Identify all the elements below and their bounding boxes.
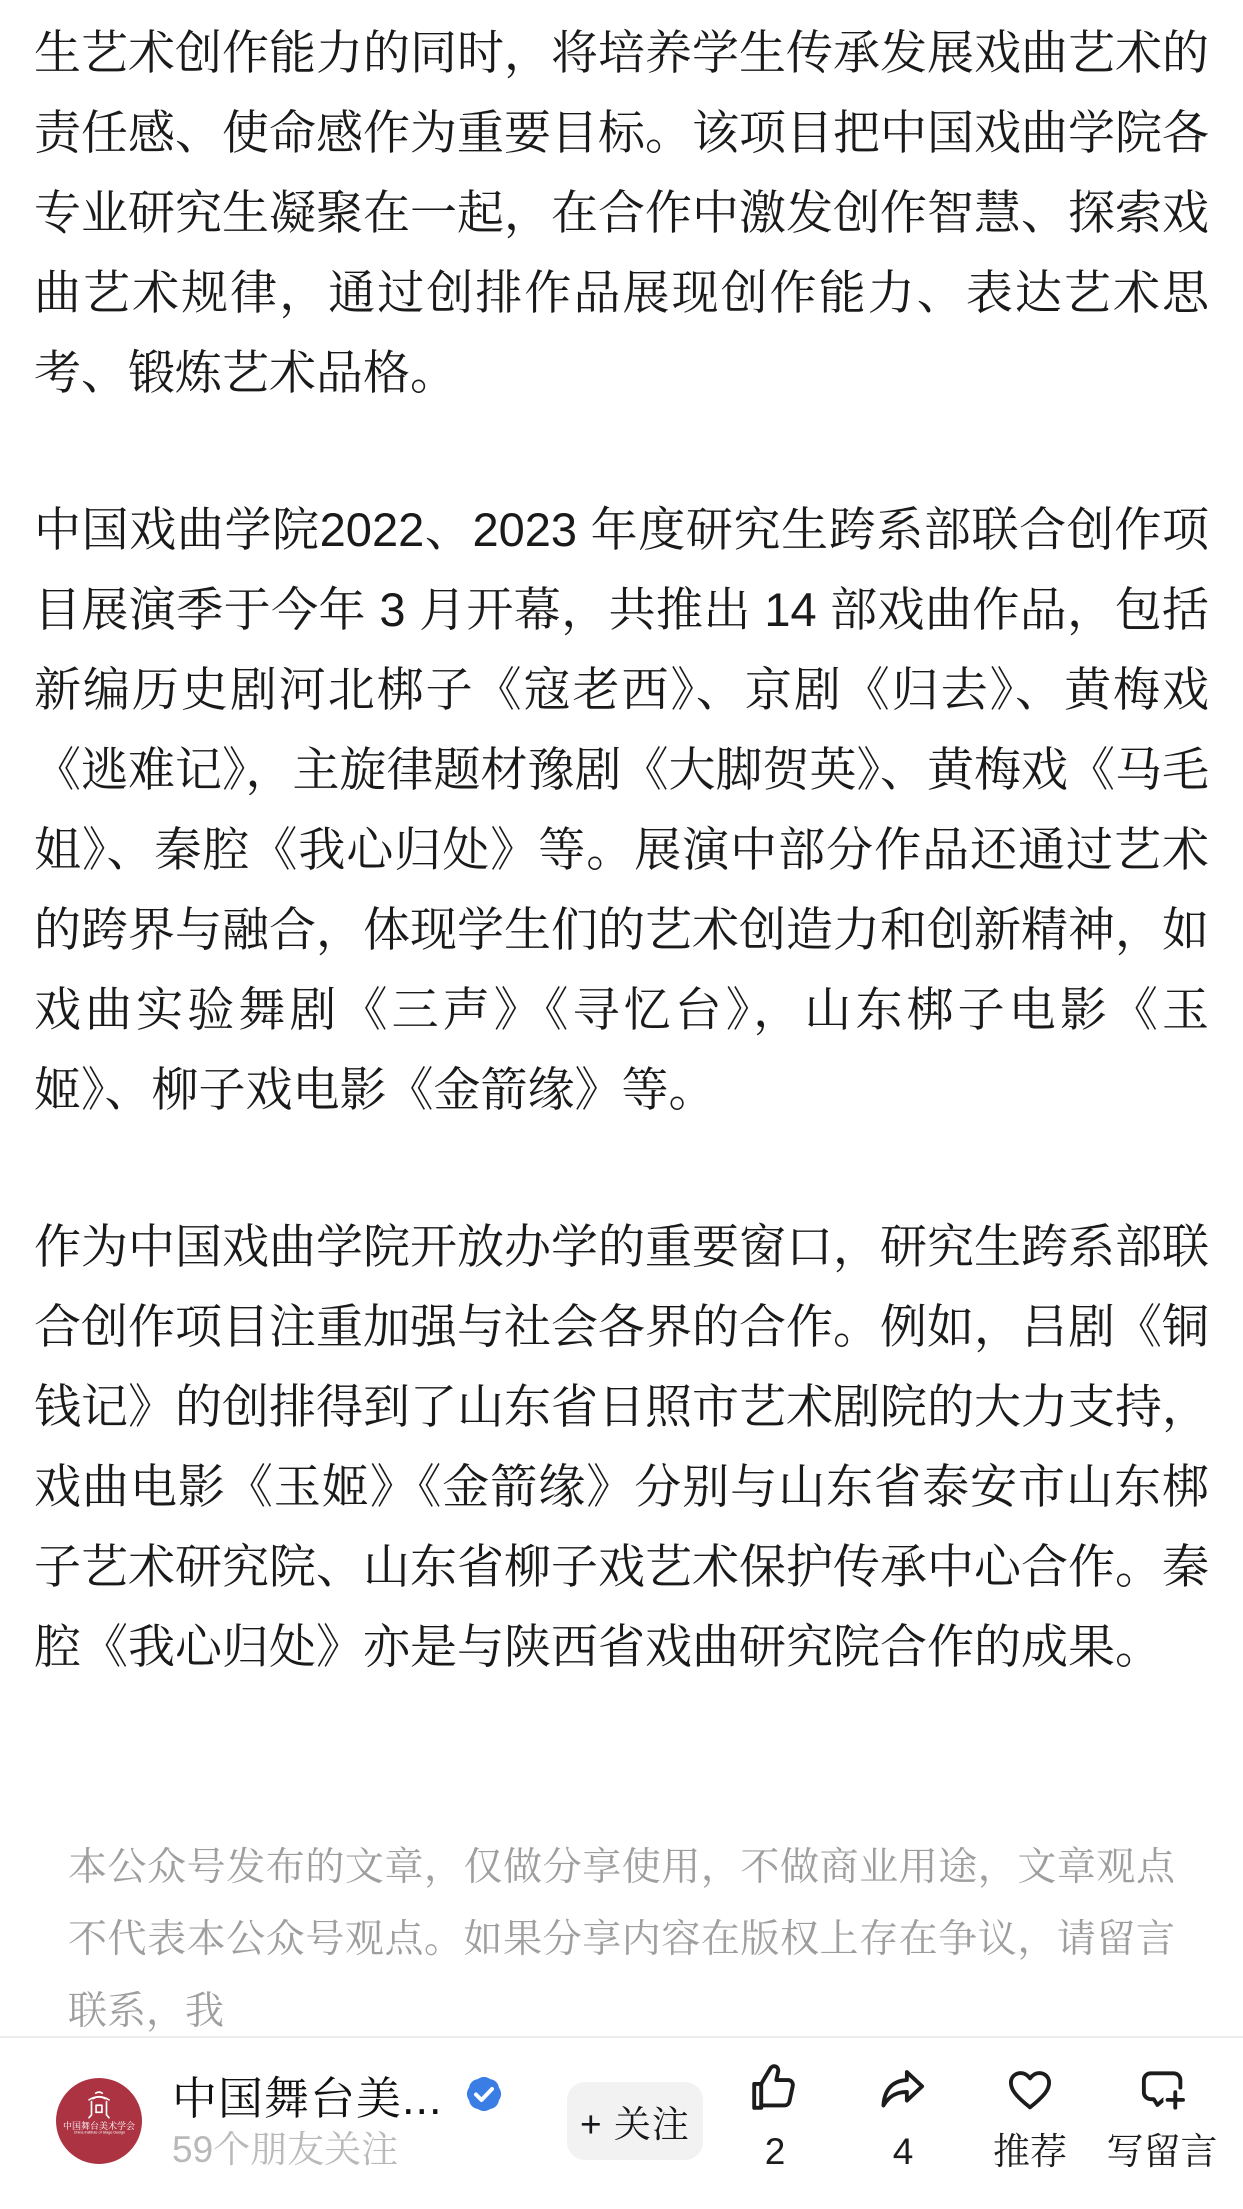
account-avatar[interactable] xyxy=(56,2078,142,2164)
share-arrow-icon xyxy=(874,2060,932,2118)
article-paragraph: 生艺术创作能力的同时，将培养学生传承发展戏曲艺术的责任感、使命感作为重要目标。该项目把中国戏曲学院各专业研究生凝聚在一起，在合作中激发创作智慧、探索戏曲艺术规律，通过创排作品展现创作能力、表达艺术思考、锻炼艺术品格。 xyxy=(34,26,1209,399)
like-count: 2 xyxy=(764,2131,786,2172)
bottom-action-bar xyxy=(0,2036,1243,2209)
recommend-button[interactable] xyxy=(968,2058,1092,2176)
like-button[interactable] xyxy=(713,2058,837,2176)
comment-label: 写留言 xyxy=(1106,2131,1218,2172)
recommend-label: 推荐 xyxy=(993,2131,1067,2172)
thumbs-up-icon xyxy=(746,2060,804,2118)
heart-icon xyxy=(1001,2060,1059,2118)
account-name[interactable]: 中国舞台美... xyxy=(172,2072,443,2124)
verified-badge-icon xyxy=(465,2075,503,2113)
followers-count: 59个朋友关注 xyxy=(172,2129,399,2170)
share-button[interactable] xyxy=(841,2058,965,2176)
avatar-account-text: 中国舞台美术学会 xyxy=(62,2121,135,2131)
comment-button[interactable] xyxy=(1100,2058,1224,2176)
comment-plus-icon xyxy=(1133,2060,1191,2118)
article-paragraph: 作为中国戏曲学院开放办学的重要窗口，研究生跨系部联合创作项目注重加强与社会各界的合作。例如，吕剧《铜钱记》的创排得到了山东省日照市艺术剧院的大力支持，戏曲电影《玉姬》《金箭缘》分别与山东省泰安市山东梆子艺术研究院、山东省柳子戏艺术保护传承中心合作。秦腔《我心归处》亦是与陕西省戏曲研究院合作的成果。 xyxy=(34,1220,1209,1673)
stage-emblem-icon xyxy=(79,2087,119,2121)
avatar-account-subtext: China Institute of Stage Design xyxy=(73,2131,125,2135)
share-count: 4 xyxy=(892,2131,914,2172)
article-paragraph: 中国戏曲学院2022、2023 年度研究生跨系部联合创作项目展演季于今年 3 月开幕，共推出 14 部戏曲作品，包括新编历史剧河北梆子《寇老西》、京剧《归去》、黄梅戏《逃难记》，主旋律题材豫剧《大脚贺英》、黄梅戏《马毛姐》、秦腔《我心归处》等。展演中部分作品还通过艺术的跨界与融合，体现学生们的艺术创造力和创新精神，如戏曲实验舞剧《三声》《寻忆台》，山东梆子电影《玉姬》、柳子戏电影《金箭缘》等。 xyxy=(34,503,1209,1116)
follow-button[interactable]: + 关注 xyxy=(567,2082,703,2160)
account-name-row xyxy=(172,2068,503,2124)
disclaimer-text: 本公众号发布的文章，仅做分享使用，不做商业用途，文章观点不代表本公众号观点。如果分享内容在版权上存在争议，请留言联系，我 xyxy=(68,1846,1175,2033)
